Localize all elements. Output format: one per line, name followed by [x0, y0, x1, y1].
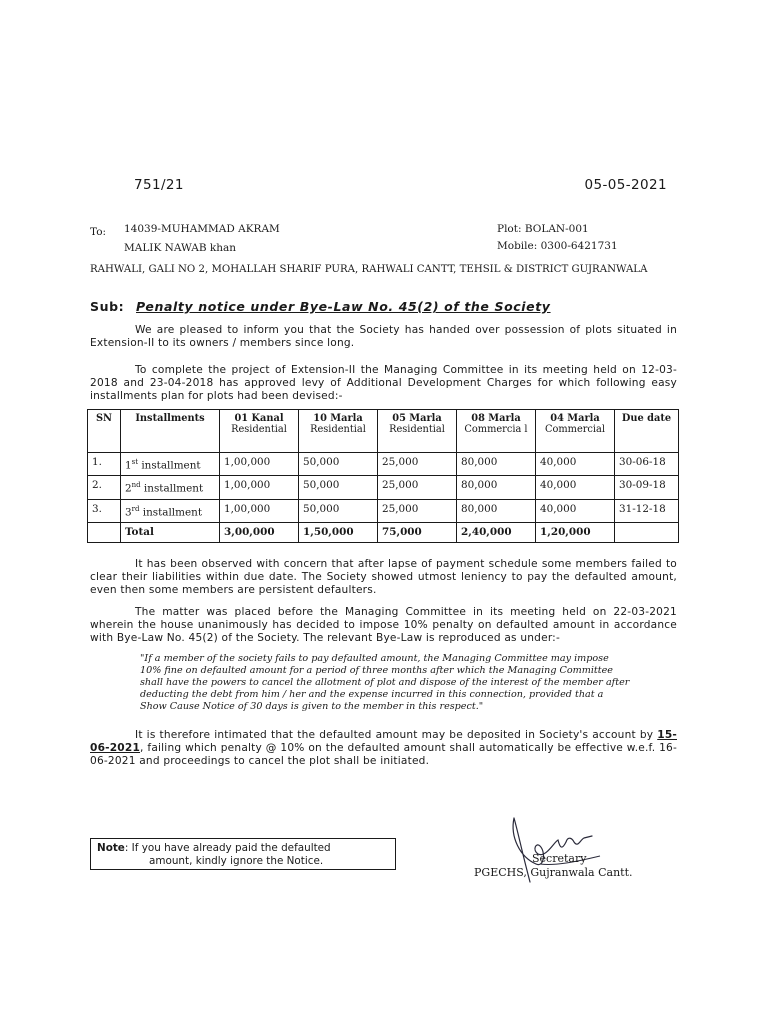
cell-value: 50,000 — [299, 499, 378, 522]
paragraph-installment-plan — [90, 364, 677, 403]
subject-label: Sub: — [90, 299, 125, 314]
header-04-marla: 04 Marla Commercial — [536, 410, 615, 453]
cell-value: 50,000 — [299, 476, 378, 499]
header-08-marla: 08 Marla Commercia l — [457, 410, 536, 453]
plot-number: Plot: BOLAN-001 — [497, 223, 589, 235]
cell-sn: 2. — [88, 476, 121, 499]
deadline-text-start: It is therefore intimated that the defaulted amount may be deposited in Society's account by — [135, 729, 654, 741]
table-row — [88, 499, 679, 522]
cell-installment: 2nd installment — [121, 476, 220, 499]
cell-value: 50,000 — [299, 453, 378, 476]
cell-due-date: 31-12-18 — [615, 499, 679, 522]
installments-table — [87, 409, 679, 543]
paragraph-installment-plan-text: To complete the project of Extension-II the Managing Committee in its meeting held on 12-03-2018 and 23-04-2018 has approved levy of Additional Development Charges for which following easy installments plan for plots had been devised:- — [90, 364, 677, 402]
cell-value: 40,000 — [536, 499, 615, 522]
paragraph-penalty-decision — [90, 606, 677, 645]
deadline-text-end: , failing which penalty @ 10% on the defaulted amount shall automatically be effective w.e.f. 16-06-2021 and proceedings to cancel the plot shall be initiated. — [90, 742, 677, 767]
cell-value: 25,000 — [378, 476, 457, 499]
cell-value: 80,000 — [457, 453, 536, 476]
paragraph-penalty-decision-text: The matter was placed before the Managing Committee in its meeting held on 22-03-2021 wherein the house unanimously has decided to impose 10% penalty on defaulted amount in accordance with Bye-Law No. 45(2) of the Society. The relevant Bye-Law is reproduced as under:- — [90, 606, 677, 644]
cell-total-due — [615, 523, 679, 543]
cell-value: 1,00,000 — [220, 499, 299, 522]
paragraph-possession-text: We are pleased to inform you that the Society has handed over possession of plots situated in Extension-II to its owners / members since long. — [90, 324, 677, 349]
bye-law-quote: "If a member of the society fails to pay defaulted amount, the Managing Committee may impose 10% fine on defaulted amount for a period of three months after which the Managing Committee shall have the powers to cancel the allotment of plot and dispose of the interest of the member after deducting the debt from him / her and the expense incurred in this connection, provided that a Show Cause Notice of 30 days is given to the member in this respect." — [140, 653, 630, 713]
cell-sn: 3. — [88, 499, 121, 522]
to-label: To: — [90, 226, 107, 238]
paragraph-defaulters-text: It has been observed with concern that after lapse of payment schedule some members failed to clear their liabilities within due date. The Society showed utmost leniency to pay the defaulted amount, even then some members are persistent defaulters. — [90, 558, 677, 596]
cell-total-value: 1,50,000 — [299, 523, 378, 543]
table-header-row — [88, 410, 679, 453]
signatory-title: Secretary — [532, 852, 587, 865]
cell-value: 40,000 — [536, 453, 615, 476]
note-line-1: : If you have already paid the defaulted — [124, 842, 331, 854]
deadline-date: 15-06-2021 — [90, 729, 677, 754]
cell-total-value: 1,20,000 — [536, 523, 615, 543]
table-row — [88, 476, 679, 499]
cell-sn: 1. — [88, 453, 121, 476]
header-sn: SN — [88, 410, 121, 453]
cell-due-date: 30-09-18 — [615, 476, 679, 499]
subject-text: Penalty notice under Bye-Law No. 45(2) of the Society — [136, 299, 551, 314]
recipient-father-name: MALIK NAWAB khan — [124, 242, 237, 254]
cell-value: 80,000 — [457, 499, 536, 522]
cell-total-label: Total — [121, 523, 220, 543]
cell-value: 40,000 — [536, 476, 615, 499]
cell-installment: 3rd installment — [121, 499, 220, 522]
note-line-2: amount, kindly ignore the Notice. — [149, 855, 324, 867]
paragraph-defaulters — [90, 558, 677, 597]
header-due-date: Due date — [615, 410, 679, 453]
cell-value: 25,000 — [378, 499, 457, 522]
paragraph-possession — [90, 324, 677, 350]
cell-due-date: 30-06-18 — [615, 453, 679, 476]
cell-value: 25,000 — [378, 453, 457, 476]
note-label: Note — [97, 842, 125, 854]
cell-total-value: 2,40,000 — [457, 523, 536, 543]
cell-sn — [88, 523, 121, 543]
mobile-number: Mobile: 0300-6421731 — [497, 240, 618, 252]
header-installments: Installments — [121, 410, 220, 453]
table-row — [88, 453, 679, 476]
recipient-name: 14039-MUHAMMAD AKRAM — [124, 223, 280, 235]
cell-installment: 1st installment — [121, 453, 220, 476]
signatory-organization: PGECHS, Gujranwala Cantt. — [474, 866, 633, 879]
header-01-kanal: 01 Kanal Residential — [220, 410, 299, 453]
recipient-address: RAHWALI, GALI NO 2, MOHALLAH SHARIF PURA, RAHWALI CANTT, TEHSIL & DISTRICT GUJRANWALA — [90, 264, 648, 275]
header-10-marla: 10 Marla Residential — [299, 410, 378, 453]
reference-number: 751/21 — [134, 177, 184, 193]
note-box — [90, 838, 396, 870]
header-05-marla: 05 Marla Residential — [378, 410, 457, 453]
table-total-row — [88, 523, 679, 543]
cell-total-value: 75,000 — [378, 523, 457, 543]
cell-total-value: 3,00,000 — [220, 523, 299, 543]
cell-value: 80,000 — [457, 476, 536, 499]
paragraph-deposit-deadline — [90, 729, 677, 768]
cell-value: 1,00,000 — [220, 476, 299, 499]
letter-date: 05-05-2021 — [584, 177, 667, 193]
cell-value: 1,00,000 — [220, 453, 299, 476]
